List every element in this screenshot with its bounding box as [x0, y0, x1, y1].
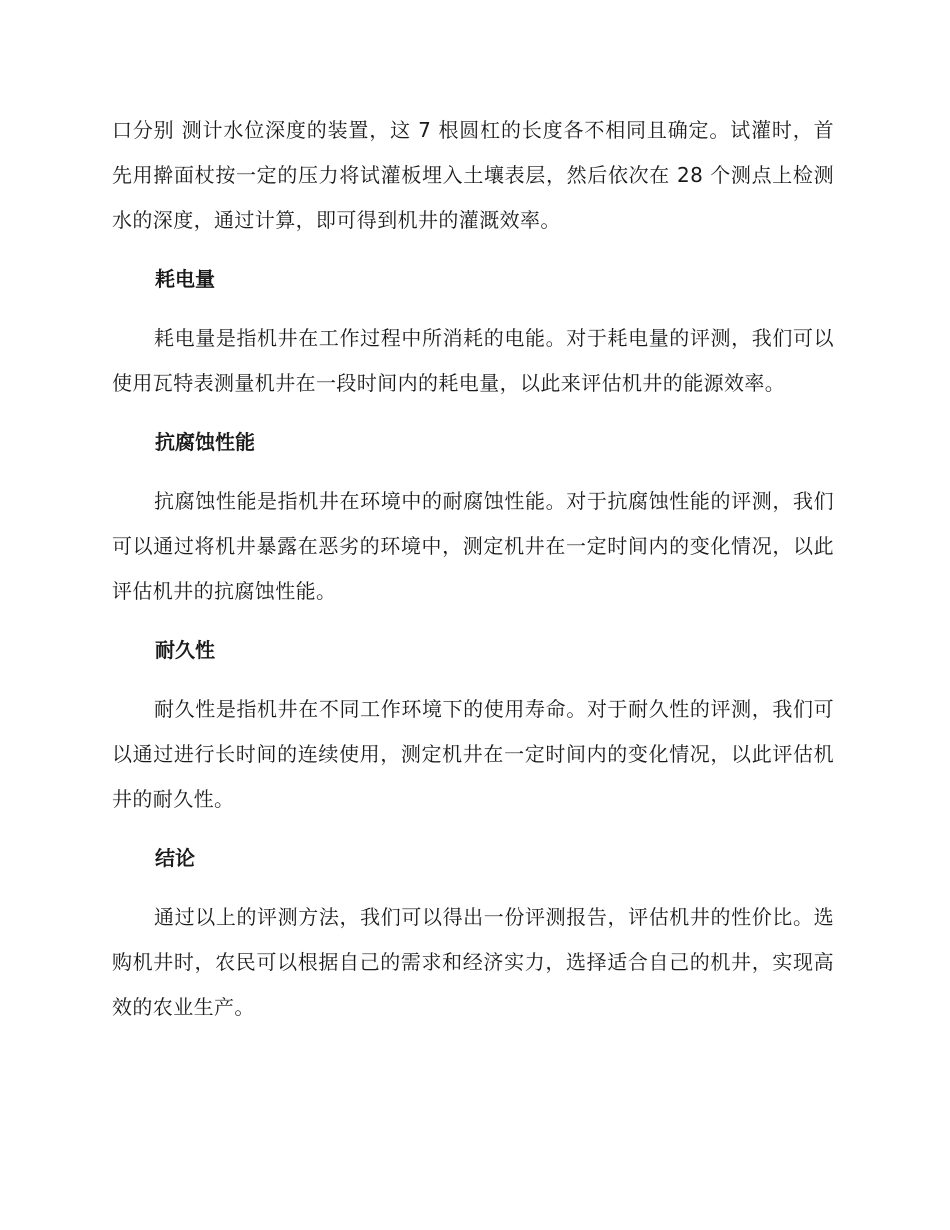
spacer: [112, 243, 834, 257]
spacer: [112, 614, 834, 628]
spacer: [112, 302, 834, 316]
spacer: [112, 406, 834, 420]
section-body-corrosion-resistance: 抗腐蚀性能是指机井在环境中的耐腐蚀性能。对于抗腐蚀性能的评测，我们可以通过将机井暴露在恶劣的环境中，测定机井在一定时间内的变化情况，以此评估机井的抗腐蚀性能。: [112, 489, 834, 603]
section-body-conclusion: 通过以上的评测方法，我们可以得出一份评测报告，评估机井的性价比。选购机井时，农民可以根据自己的需求和经济实力，选择适合自己的机井，实现高效的农业生产。: [112, 905, 834, 1019]
spacer: [112, 673, 834, 687]
section-heading-durability: 耐久性: [155, 638, 215, 662]
section-heading-conclusion: 结论: [155, 846, 195, 870]
section-body-durability: 耐久性是指机井在不同工作环境下的使用寿命。对于耐久性的评测，我们可以通过进行长时间的连续使用，测定机井在一定时间内的变化情况，以此评估机井的耐久性。: [112, 697, 834, 811]
section-heading-power-consumption: 耗电量: [155, 267, 215, 291]
section-heading-corrosion-resistance: 抗腐蚀性能: [155, 430, 255, 454]
intro-paragraph: 口分别 测计水位深度的装置，这 7 根圆杠的长度各不相同且确定。试灌时，首先用擀面杖按一定的压力将试灌板埋入土壤表层，然后依次在 28 个测点上检测水的深度，通过计算，即可得到机井的灌溉效率。: [112, 118, 834, 232]
spacer: [112, 465, 834, 479]
spacer: [112, 881, 834, 895]
spacer: [112, 822, 834, 836]
document-page: [112, 108, 834, 1030]
section-body-power-consumption: 耗电量是指机井在工作过程中所消耗的电能。对于耗电量的评测，我们可以使用瓦特表测量机井在一段时间内的耗电量，以此来评估机井的能源效率。: [112, 326, 834, 395]
